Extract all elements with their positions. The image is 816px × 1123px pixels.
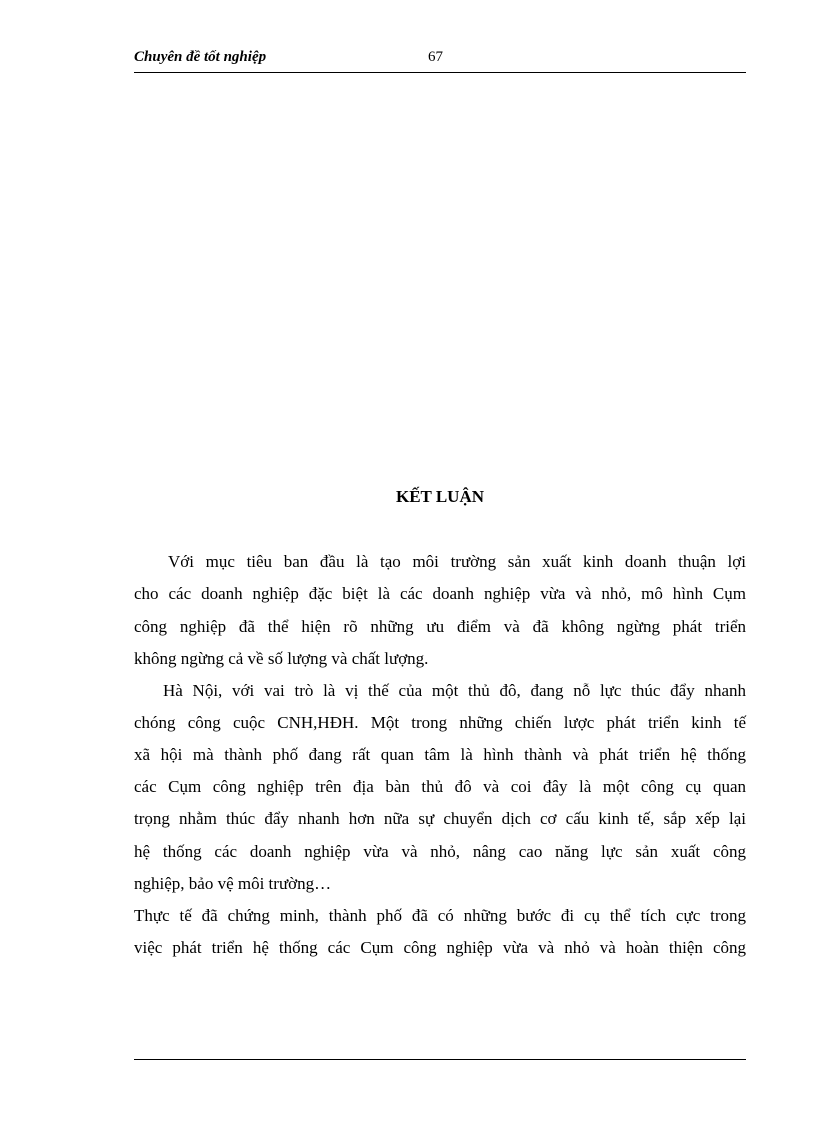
text-line: nghiệp, bảo vệ môi trường… <box>134 874 332 893</box>
header-divider <box>134 72 746 73</box>
section-heading: KẾT LUẬN <box>395 487 484 506</box>
text-line: cho các doanh nghiệp đặc biệt là các doanh nghiệp vừa và nhỏ, mô hình Cụm <box>134 584 746 603</box>
page-number: 67 <box>428 49 443 65</box>
text-line: xã hội mà thành phố đang rất quan tâm là hình thành và phát triển hệ thống <box>134 745 746 764</box>
text-line: các Cụm công nghiệp trên địa bàn thủ đô và coi đây là một công cụ quan <box>134 777 746 796</box>
text-line: Với mục tiêu ban đầu là tạo môi trường sản xuất kinh doanh thuận lợi <box>168 552 746 571</box>
header-title: Chuyên đề tốt nghiệp <box>134 49 267 65</box>
text-line: trọng nhằm thúc đẩy nhanh hơn nữa sự chuyển dịch cơ cấu kinh tế, sắp xếp lại <box>134 809 746 828</box>
text-line: không ngừng cả về số lượng và chất lượng. <box>134 649 429 668</box>
text-line: công nghiệp đã thể hiện rõ những ưu điểm và đã không ngừng phát triển <box>134 617 746 636</box>
footer-divider <box>134 1059 746 1060</box>
text-line: Thực tế đã chứng minh, thành phố đã có những bước đi cụ thể tích cực trong <box>134 906 746 925</box>
text-line: chóng công cuộc CNH,HĐH. Một trong những chiến lược phát triển kinh tế <box>134 713 746 732</box>
text-line: Hà Nội, với vai trò là vị thế của một thủ đô, đang nỗ lực thúc đẩy nhanh <box>163 681 746 700</box>
text-line: hệ thống các doanh nghiệp vừa và nhỏ, nâng cao năng lực sản xuất công <box>134 842 746 861</box>
text-line: việc phát triển hệ thống các Cụm công nghiệp vừa và nhỏ và hoàn thiện công <box>134 938 746 957</box>
